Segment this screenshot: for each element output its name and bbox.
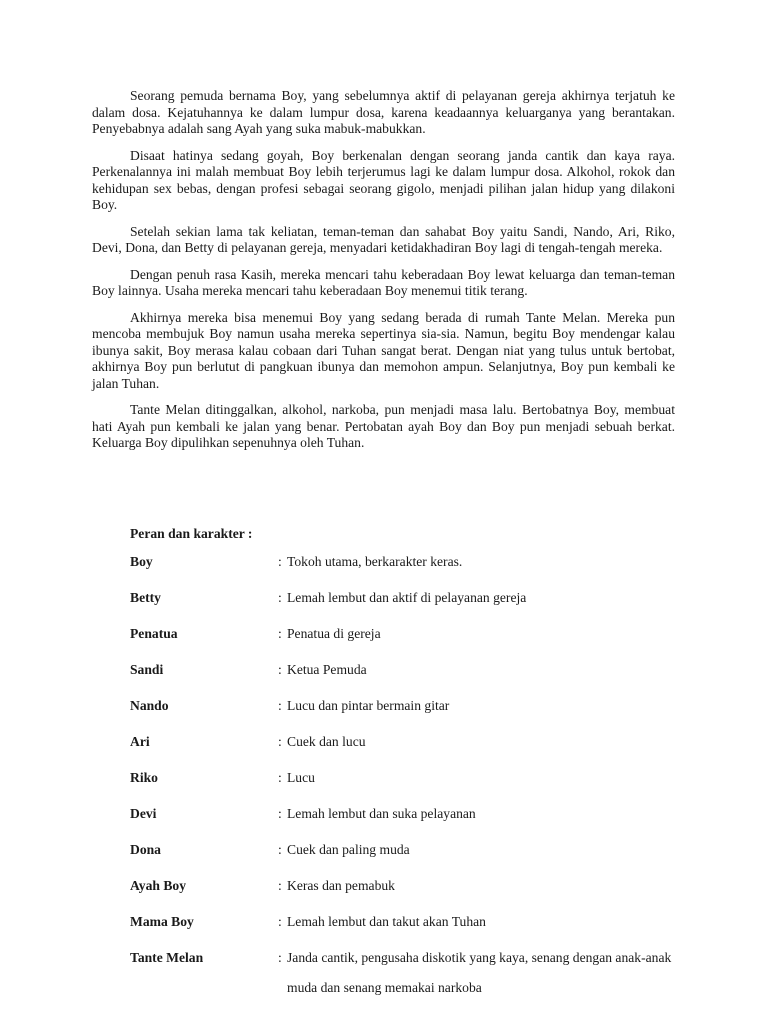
- paragraph-3: Setelah sekian lama tak keliatan, teman-teman dan sahabat Boy yaitu Sandi, Nando, Ari, Riko, Devi, Dona, dan Betty di pelayanan gereja, menyadari ketidakhadiran Boy lagi di tengah-tengah mereka.: [92, 223, 675, 255]
- cast-row-dona: [130, 842, 690, 865]
- paragraph-5: Akhirnya mereka bisa menemui Boy yang sedang berada di rumah Tante Melan. Mereka pun mencoba membujuk Boy namun usaha mereka sepertinya sia-sia. Namun, begitu Boy mendengar kalau ibunya sakit, Boy merasa kalau cobaan dari Tuhan sangat berat. Dengan niat yang tulus untuk bertobat, akhirnya Boy pun berlutut di pangkuan ibunya dan memohon ampun. Selanjutnya, Boy pun kembali ke jalan Tuhan.: [92, 309, 675, 391]
- cast-name: Riko: [130, 770, 158, 785]
- cast-description: Cuek dan paling muda: [287, 842, 410, 857]
- cast-description: Janda cantik, pengusaha diskotik yang kaya, senang dengan anak-anak muda dan senang memakai narkoba: [287, 950, 672, 995]
- paragraph-2: Disaat hatinya sedang goyah, Boy berkenalan dengan seorang janda cantik dan kaya raya. Perkenalannya ini malah membuat Boy lebih terjerumus lagi ke dalam lumpur dosa. Alkohol, rokok dan kehidupan sex bebas, dengan profesi sebagai seorang gigolo, menjadi pilihan jalan hidup yang dilakoni Boy.: [92, 147, 675, 212]
- cast-description: Penatua di gereja: [287, 626, 381, 641]
- cast-colon: :: [278, 878, 282, 893]
- paragraph-1: Seorang pemuda bernama Boy, yang sebelumnya aktif di pelayanan gereja akhirnya terjatuh ke dalam dosa. Kejatuhannya ke dalam lumpur dosa, karena keadaannya keluarganya yang berantakan. Penyebabnya adalah sang Ayah yang suka mabuk-mabukkan.: [92, 88, 675, 136]
- cast-name: Penatua: [130, 626, 178, 641]
- cast-colon: :: [278, 914, 282, 929]
- cast-row-tante-melan: [130, 950, 690, 1003]
- cast-name: Devi: [130, 806, 157, 821]
- cast-row-penatua: [130, 626, 690, 649]
- paragraph-6: Tante Melan ditinggalkan, alkohol, narkoba, pun menjadi masa lalu. Bertobatnya Boy, membuat hati Ayah pun kembali ke jalan yang benar. Pertobatan ayah Boy dan Boy pun menjadi sebuah berkat. Keluarga Boy dipulihkan sepenuhnya oleh Tuhan.: [92, 402, 675, 450]
- cast-description: Cuek dan lucu: [287, 734, 366, 749]
- cast-description: Lemah lembut dan aktif di pelayanan gereja: [287, 590, 527, 605]
- cast-row-ayah-boy: [130, 878, 690, 901]
- cast-colon: :: [278, 698, 282, 713]
- cast-description: Tokoh utama, berkarakter keras.: [287, 554, 463, 569]
- cast-name: Dona: [130, 842, 161, 857]
- cast-colon: :: [278, 842, 282, 857]
- cast-description: Lucu: [287, 770, 315, 785]
- cast-description: Ketua Pemuda: [287, 662, 367, 677]
- cast-row-ari: [130, 734, 690, 757]
- cast-colon: :: [278, 806, 282, 821]
- cast-heading: Peran dan karakter :: [130, 526, 253, 541]
- cast-row-nando: [130, 698, 690, 721]
- cast-colon: :: [278, 734, 282, 749]
- cast-row-betty: [130, 590, 690, 613]
- cast-list: [130, 554, 690, 1016]
- cast-name: Sandi: [130, 662, 164, 677]
- cast-name: Boy: [130, 554, 153, 569]
- cast-colon: :: [278, 950, 282, 965]
- cast-description: Lemah lembut dan takut akan Tuhan: [287, 914, 486, 929]
- cast-row-boy: [130, 554, 690, 577]
- cast-row-riko: [130, 770, 690, 793]
- cast-row-mama-boy: [130, 914, 690, 937]
- cast-name: Ayah Boy: [130, 878, 187, 893]
- cast-name: Mama Boy: [130, 914, 194, 929]
- paragraph-4: Dengan penuh rasa Kasih, mereka mencari tahu keberadaan Boy lewat keluarga dan teman-teman Boy lainnya. Usaha mereka mencari tahu keberadaan Boy menemui titik terang.: [92, 266, 675, 298]
- cast-name: Nando: [130, 698, 169, 713]
- cast-colon: :: [278, 590, 282, 605]
- cast-name: Betty: [130, 590, 161, 605]
- cast-colon: :: [278, 662, 282, 677]
- cast-colon: :: [278, 770, 282, 785]
- cast-description: Lucu dan pintar bermain gitar: [287, 698, 450, 713]
- cast-row-sandi: [130, 662, 690, 685]
- cast-description: Keras dan pemabuk: [287, 878, 395, 893]
- cast-description: Lemah lembut dan suka pelayanan: [287, 806, 476, 821]
- synopsis: [92, 88, 675, 462]
- cast-colon: :: [278, 626, 282, 641]
- cast-name: Tante Melan: [130, 950, 204, 965]
- cast-name: Ari: [130, 734, 150, 749]
- cast-colon: :: [278, 554, 282, 569]
- cast-row-devi: [130, 806, 690, 829]
